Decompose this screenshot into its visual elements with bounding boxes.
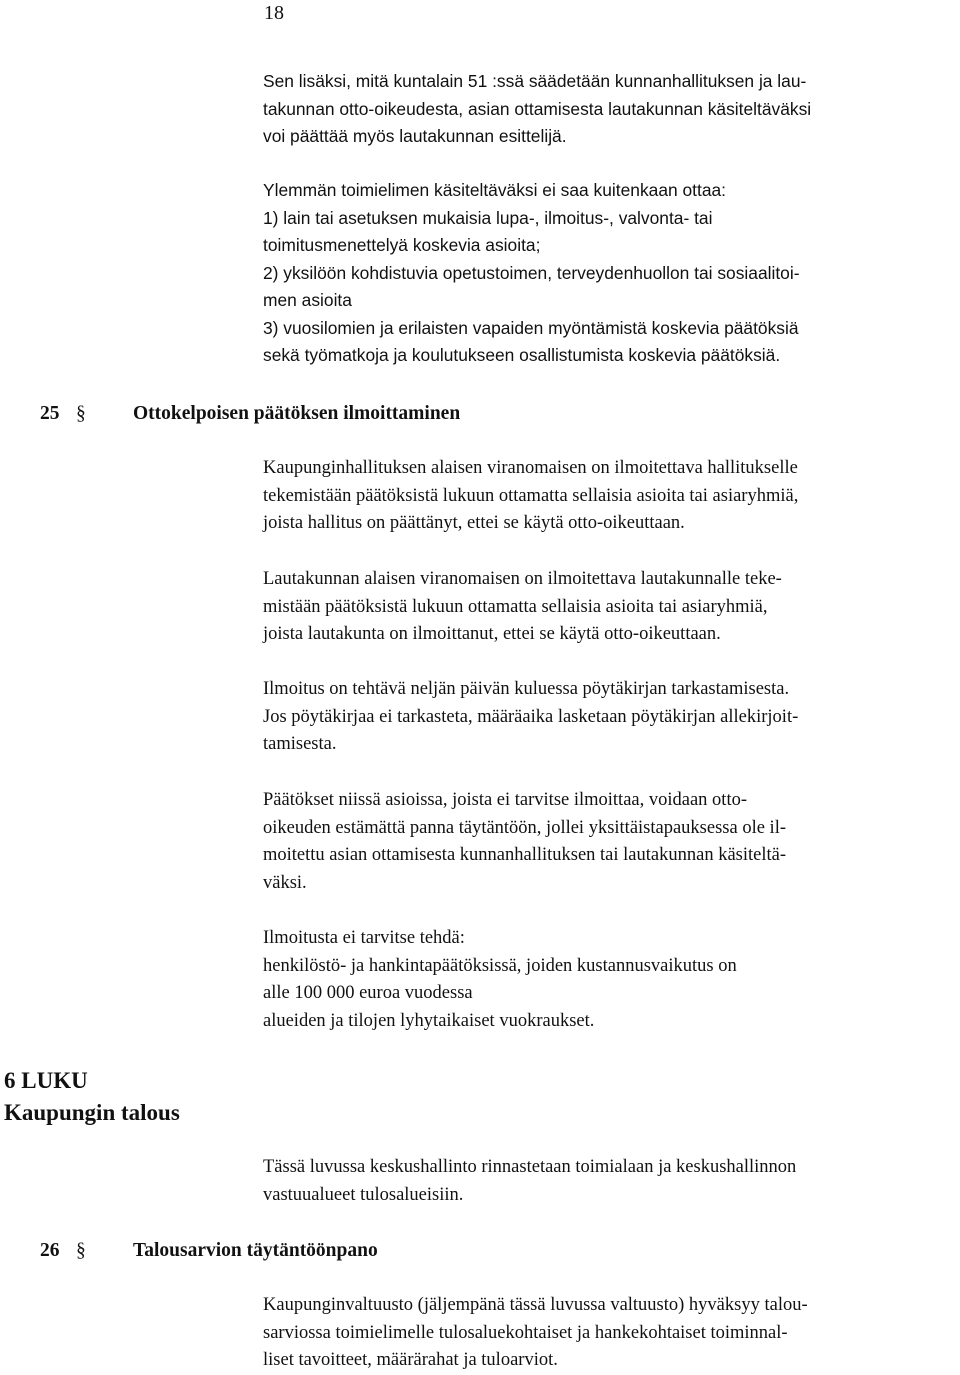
section-25-paragraph-3 — [263, 676, 955, 759]
text-line: 3) vuosilomien ja erilaisten vapaiden myöntämistä koskevia päätöksiä — [263, 317, 799, 338]
text-line: takunnan otto-oikeudesta, asian ottamisesta lautakunnan käsiteltäväksi — [263, 98, 812, 119]
text-line: mistään päätöksistä lukuun ottamatta sellaisia asioita tai asiaryhmiä, — [263, 596, 768, 617]
text-line: alueiden ja tilojen lyhytaikaiset vuokraukset. — [263, 1010, 595, 1031]
text-line: men asioita — [263, 290, 352, 310]
text-line: tamisesta. — [263, 734, 337, 754]
page-number: 18 — [264, 2, 284, 24]
section-number: 25 — [40, 403, 60, 424]
text-line: 1) lain tai asetuksen mukaisia lupa-, ilmoitus-, valvonta- tai — [263, 207, 713, 228]
text-line: joista hallitus on päättänyt, ettei se käytä otto-oikeuttaan. — [263, 513, 685, 533]
text-line: toimitusmenettelyä koskevia asioita; — [263, 235, 541, 255]
chapter-label: 6 LUKU — [4, 1068, 88, 1093]
text-line: liset tavoitteet, määrärahat ja tuloarviot. — [263, 1350, 558, 1370]
section-25-paragraph-2 — [263, 566, 955, 649]
text-line: voi päättää myös lautakunnan esittelijä. — [263, 126, 567, 146]
text-line: Jos pöytäkirjaa ei tarkasteta, määräaika lasketaan pöytäkirjan allekirjoit- — [263, 706, 799, 727]
text-line: vastuualueet tulosalueisiin. — [263, 1184, 464, 1205]
section-symbol: § — [76, 1240, 86, 1261]
section-title: Talousarvion täytäntöönpano — [133, 1240, 378, 1261]
intro-paragraph-1 — [263, 68, 955, 151]
text-line: Ylemmän toimielimen käsiteltäväksi ei saa kuitenkaan ottaa: — [263, 180, 727, 200]
section-25-heading — [40, 401, 460, 427]
text-line: Tässä luvussa keskushallinto rinnastetaan toimialaan ja keskushallinnon — [263, 1157, 797, 1177]
text-line: Ilmoitus on tehtävä neljän päivän kuluessa pöytäkirjan tarkastamisesta. — [263, 679, 790, 699]
text-line: Sen lisäksi, mitä kuntalain 51 :ssä säädetään kunnanhallituksen ja lau- — [263, 71, 807, 91]
section-number: 26 — [40, 1240, 60, 1261]
text-line: moitettu asian ottamisesta kunnanhallituksen tai lautakunnan käsiteltä- — [263, 845, 787, 865]
text-line: Kaupunginhallituksen alaisen viranomaisen on ilmoitettava hallitukselle — [263, 458, 798, 478]
text-line: tekemistään päätöksistä lukuun ottamatta sellaisia asioita tai asiaryhmiä, — [263, 485, 799, 506]
text-line: sekä työmatkoja ja koulutukseen osallistumista koskevia päätöksiä. — [263, 345, 781, 365]
text-line: Lautakunnan alaisen viranomaisen on ilmoitettava lautakunnalle teke- — [263, 569, 782, 589]
section-26-paragraph — [263, 1292, 955, 1375]
chapter-heading — [4, 1065, 180, 1129]
text-line: Päätökset niissä asioissa, joista ei tarvitse ilmoittaa, voidaan otto- — [263, 790, 747, 810]
intro-paragraph-2 — [263, 177, 955, 370]
section-symbol: § — [76, 403, 86, 424]
text-line: 2) yksilöön kohdistuvia opetustoimen, terveydenhuollon tai sosiaalitoi- — [263, 262, 800, 283]
text-line: Ilmoitusta ei tarvitse tehdä: — [263, 928, 465, 948]
chapter-title: Kaupungin talous — [4, 1100, 180, 1125]
section-25-paragraph-5 — [263, 925, 955, 1035]
text-line: alle 100 000 euroa vuodessa — [263, 983, 473, 1003]
text-line: joista lautakunta on ilmoittanut, ettei se käytä otto-oikeuttaan. — [263, 624, 721, 644]
text-line: oikeuden estämättä panna täytäntöön, jollei yksittäistapauksessa ole il- — [263, 817, 786, 838]
section-title: Ottokelpoisen päätöksen ilmoittaminen — [133, 403, 461, 424]
text-line: henkilöstö- ja hankintapäätöksissä, joiden kustannusvaikutus on — [263, 955, 737, 976]
chapter-6-intro — [263, 1154, 955, 1209]
section-25-paragraph-1 — [263, 455, 955, 538]
text-line: Kaupunginvaltuusto (jäljempänä tässä luvussa valtuusto) hyväksyy talou- — [263, 1295, 808, 1315]
section-26-heading — [40, 1238, 378, 1264]
text-line: sarviossa toimielimelle tulosaluekohtaiset ja hankekohtaiset toiminnal- — [263, 1322, 788, 1343]
text-line: väksi. — [263, 872, 307, 893]
section-25-paragraph-4 — [263, 787, 955, 897]
